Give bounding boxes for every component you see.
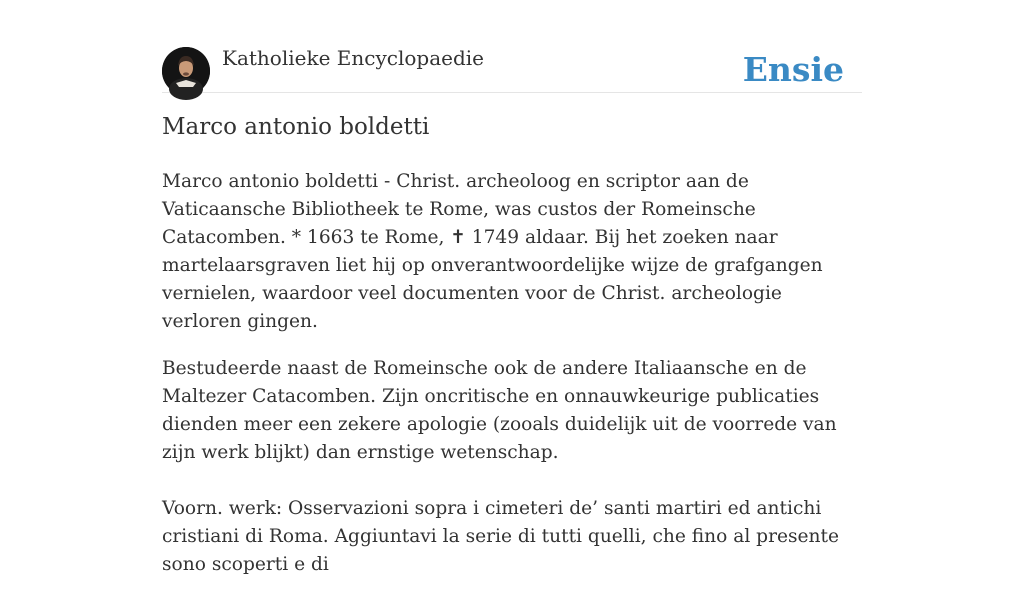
portrait-icon (162, 47, 210, 95)
article-paragraph: Bestudeerde naast de Romeinsche ook de andere Italiaansche en de Maltezer Catacomben. Zijn oncritische en onnauwkeurige publicaties dienden meer een zekere apologie (zooals duidelijk uit de voorrede van zijn werk blijkt) dan ernstige wetenschap. (162, 358, 837, 463)
article-paragraph: Marco antonio boldetti - Christ. archeoloog en scriptor aan de Vaticaansche Bibliotheek te Rome, was custos der Romeinsche Catacomben. * 1663 te Rome, ✝ 1749 aldaar. Bij het zoeken naar martelaarsgraven liet hij op onverantwoordelijke wijze de grafgangen vernielen, waardoor veel documenten voor de Christ. archeologie verloren gingen. (162, 171, 823, 332)
source-name[interactable]: Katholieke Encyclopaedie (222, 46, 484, 70)
avatar[interactable] (162, 47, 210, 95)
article-body (162, 168, 867, 598)
ensie-logo[interactable]: Ensie (742, 50, 844, 89)
page-title: Marco antonio boldetti (162, 114, 430, 140)
header (162, 40, 862, 93)
article-paragraph: Voorn. werk: Osservazioni sopra i cimeteri de’ santi martiri ed antichi cristiani di Roma. Aggiuntavi la serie di tutti quelli, che fino al presente sono scoperti e di (162, 498, 839, 575)
